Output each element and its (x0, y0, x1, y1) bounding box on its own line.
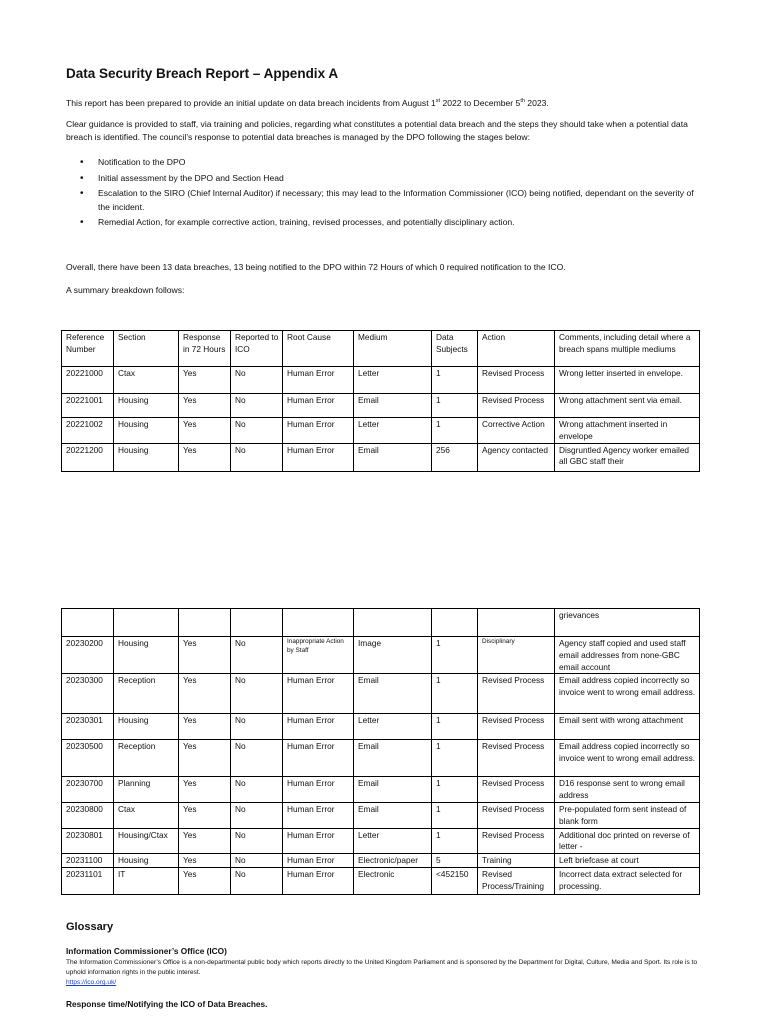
cell-response: Yes (179, 443, 231, 471)
cell-response: Yes (179, 418, 231, 444)
cell-root-cause: Human Error (283, 394, 354, 418)
cell-section: Housing (114, 418, 179, 444)
cell-reported: No (231, 828, 283, 854)
cell-section: Planning (114, 777, 179, 803)
cell-reported: No (231, 868, 283, 895)
cell-reported: No (231, 443, 283, 471)
cell-data-subjects: 1 (432, 674, 478, 714)
table-row (62, 674, 700, 714)
header-cell: Reference Number (62, 331, 114, 367)
header-cell: Data Subjects (432, 331, 478, 367)
breach-table-part-1 (61, 330, 700, 472)
cell-reference: 20221000 (62, 367, 114, 394)
header-cell: Reported to ICO (231, 331, 283, 367)
cell-reference: 20230300 (62, 674, 114, 714)
cell-reported: No (231, 777, 283, 803)
glossary-ico-text: The Information Commissioner’s Office is a non-departmental public body which reports directly to the United Kingdom Parliament and is sponsored by the Department for Digital, Culture, Media and Sport. Its role is to uphold information rights in the public interest. (66, 959, 698, 976)
cell-medium: Email (354, 740, 432, 777)
cell-medium: Letter (354, 367, 432, 394)
table-row (62, 637, 700, 674)
cell-data-subjects: 1 (432, 714, 478, 740)
cell-response: Yes (179, 367, 231, 394)
cell-comments-continued: grievances (555, 609, 700, 637)
cell-response: Yes (179, 740, 231, 777)
cell-comments: D16 response sent to wrong email address (555, 777, 700, 803)
cell-action: Revised Process (478, 802, 555, 828)
cell-reference: 20230801 (62, 828, 114, 854)
cell-medium: Letter (354, 418, 432, 444)
cell-reported: No (231, 740, 283, 777)
cell-comments: Email address copied incorrectly so invoice went to wrong email address. (555, 740, 700, 777)
cell-reported: No (231, 637, 283, 674)
cell-medium: Email (354, 674, 432, 714)
cell-root-cause: Human Error (283, 740, 354, 777)
cell-response: Yes (179, 828, 231, 854)
cell-root-cause: Inappropriate Action by Staff (283, 637, 354, 674)
cell-root-cause: Human Error (283, 674, 354, 714)
cell-section: Housing (114, 637, 179, 674)
cell-response: Yes (179, 714, 231, 740)
cell-comments: Agency staff copied and used staff email addresses from none-GBC email account (555, 637, 700, 674)
cell-medium: Image (354, 637, 432, 674)
cell-reference: 20230500 (62, 740, 114, 777)
cell-section: Housing (114, 714, 179, 740)
intro-paragraph (66, 95, 702, 110)
cell-reference: 20230200 (62, 637, 114, 674)
cell-reported: No (231, 418, 283, 444)
table-row (62, 443, 700, 471)
cell-reference: 20221200 (62, 443, 114, 471)
guidance-paragraph: Clear guidance is provided to staff, via training and policies, regarding what constitutes a potential data breach and the steps they should take when a potential data breach is identified. The council’s response to potential data breaches is managed by the DPO following the stages below: (66, 119, 688, 142)
cell-medium: Letter (354, 714, 432, 740)
table-row (62, 802, 700, 828)
cell-comments: Left briefcase at court (555, 854, 700, 868)
cell-action: Revised Process (478, 394, 555, 418)
intro-date-suffix-2: th (520, 98, 525, 104)
report-title: Data Security Breach Report – Appendix A (66, 66, 339, 81)
cell-section: Housing (114, 443, 179, 471)
breach-stages-list (66, 156, 702, 232)
cell-section: Reception (114, 674, 179, 714)
table-header-row (62, 331, 700, 367)
header-cell: Section (114, 331, 179, 367)
table-row (62, 868, 700, 895)
cell-root-cause: Human Error (283, 777, 354, 803)
table-row (62, 714, 700, 740)
cell-action: Agency contacted (478, 443, 555, 471)
cell-medium: Email (354, 443, 432, 471)
cell-reference: 20230301 (62, 714, 114, 740)
cell-root-cause: Human Error (283, 443, 354, 471)
header-cell: Comments, including detail where a breach spans multiple mediums (555, 331, 700, 367)
table-row (62, 828, 700, 854)
table-row (62, 777, 700, 803)
intro-text-start: This report has been prepared to provide an initial update on data breach incidents from August 1 (66, 97, 436, 108)
cell-reference: 20231100 (62, 854, 114, 868)
cell-comments: Email address copied incorrectly so invoice went to wrong email address. (555, 674, 700, 714)
summary-intro: A summary breakdown follows: (66, 285, 185, 295)
cell-action: Revised Process (478, 828, 555, 854)
intro-text-middle: 2022 to December 5 (440, 97, 521, 108)
cell-comments: Additional doc printed on reverse of letter - (555, 828, 700, 854)
cell-root-cause: Human Error (283, 868, 354, 895)
cell-medium: Electronic (354, 868, 432, 895)
cell-action: Revised Process (478, 714, 555, 740)
cell-data-subjects: 5 (432, 854, 478, 868)
table-row (62, 740, 700, 777)
cell-comments: Wrong letter inserted in envelope. (555, 367, 700, 394)
cell-data-subjects: 1 (432, 740, 478, 777)
header-cell: Response in 72 Hours (179, 331, 231, 367)
cell-action: Revised Process (478, 777, 555, 803)
cell-response: Yes (179, 674, 231, 714)
cell-medium: Electronic/paper (354, 854, 432, 868)
cell-comments: Incorrect data extract selected for processing. (555, 868, 700, 895)
cell-comments: Pre-populated form sent instead of blank form (555, 802, 700, 828)
cell-action: Revised Process (478, 674, 555, 714)
cell-data-subjects: 1 (432, 367, 478, 394)
cell-root-cause: Human Error (283, 418, 354, 444)
cell-action: Disciplinary (478, 637, 555, 674)
cell-response: Yes (179, 777, 231, 803)
cell-section: Housing (114, 854, 179, 868)
cell-comments: Wrong attachment sent via email. (555, 394, 700, 418)
cell-reference: 20221001 (62, 394, 114, 418)
cell-root-cause: Human Error (283, 802, 354, 828)
cell-response: Yes (179, 394, 231, 418)
stage-item: • Notification to the DPO (66, 156, 702, 170)
cell-root-cause: Human Error (283, 854, 354, 868)
cell-reference: 20230700 (62, 777, 114, 803)
cell-medium: Email (354, 777, 432, 803)
header-cell: Root Cause (283, 331, 354, 367)
cell-section: Ctax (114, 802, 179, 828)
intro-text-end: 2023. (524, 97, 549, 108)
stage-item: • Initial assessment by the DPO and Section Head (66, 172, 702, 186)
cell-section: IT (114, 868, 179, 895)
cell-reported: No (231, 802, 283, 828)
cell-reported: No (231, 714, 283, 740)
cell-action: Corrective Action (478, 418, 555, 444)
cell-response: Yes (179, 868, 231, 895)
glossary-response-title: Response time/Notifying the ICO of Data Breaches. (66, 999, 268, 1009)
glossary-ico-title: Information Commissioner’s Office (ICO) (66, 946, 227, 956)
cell-section: Housing (114, 394, 179, 418)
cell-medium: Email (354, 394, 432, 418)
cell-reported: No (231, 674, 283, 714)
cell-data-subjects: 1 (432, 802, 478, 828)
cell-root-cause: Human Error (283, 714, 354, 740)
cell-response: Yes (179, 802, 231, 828)
intro-date-suffix-1: st (435, 98, 441, 104)
table-row (62, 394, 700, 418)
overall-summary: Overall, there have been 13 data breaches, 13 being notified to the DPO within 72 Hours of which 0 required notification to the ICO. (66, 262, 566, 272)
cell-data-subjects: 1 (432, 394, 478, 418)
header-cell: Medium (354, 331, 432, 367)
stage-item: • Remedial Action, for example corrective action, training, revised processes, and potentially disciplinary action. (66, 216, 702, 230)
cell-response: Yes (179, 637, 231, 674)
cell-action: Revised Process/Training (478, 868, 555, 895)
cell-comments: Disgruntled Agency worker emailed all GBC staff their (555, 443, 700, 471)
stage-item: • Escalation to the SIRO (Chief Internal Auditor) if necessary; this may lead to the Information Commissioner (ICO) being notified, dependant on the severity of the incident. (66, 187, 702, 214)
cell-section: Reception (114, 740, 179, 777)
cell-data-subjects: 1 (432, 777, 478, 803)
header-cell: Action (478, 331, 555, 367)
cell-reference: 20230800 (62, 802, 114, 828)
table-row (62, 418, 700, 444)
cell-medium: Letter (354, 828, 432, 854)
cell-medium: Email (354, 802, 432, 828)
cell-data-subjects: 1 (432, 418, 478, 444)
cell-reported: No (231, 367, 283, 394)
glossary-heading: Glossary (66, 921, 114, 933)
ico-website-link[interactable]: https://ico.org.uk/ (66, 979, 117, 986)
cell-comments: Wrong attachment inserted in envelope (555, 418, 700, 444)
cell-data-subjects: 1 (432, 637, 478, 674)
table-row (62, 367, 700, 394)
continuation-row (62, 609, 700, 637)
cell-action: Revised Process (478, 740, 555, 777)
cell-action: Training (478, 854, 555, 868)
cell-root-cause: Human Error (283, 828, 354, 854)
cell-reference: 20221002 (62, 418, 114, 444)
cell-action: Revised Process (478, 367, 555, 394)
cell-section: Ctax (114, 367, 179, 394)
cell-root-cause: Human Error (283, 367, 354, 394)
breach-table-part-2 (61, 608, 700, 895)
cell-comments: Email sent with wrong attachment (555, 714, 700, 740)
cell-reported: No (231, 854, 283, 868)
cell-response: Yes (179, 854, 231, 868)
cell-section: Housing/Ctax (114, 828, 179, 854)
cell-reference: 20231101 (62, 868, 114, 895)
cell-reported: No (231, 394, 283, 418)
table-row (62, 854, 700, 868)
cell-data-subjects: 256 (432, 443, 478, 471)
cell-data-subjects: <452150 (432, 868, 478, 895)
cell-data-subjects: 1 (432, 828, 478, 854)
